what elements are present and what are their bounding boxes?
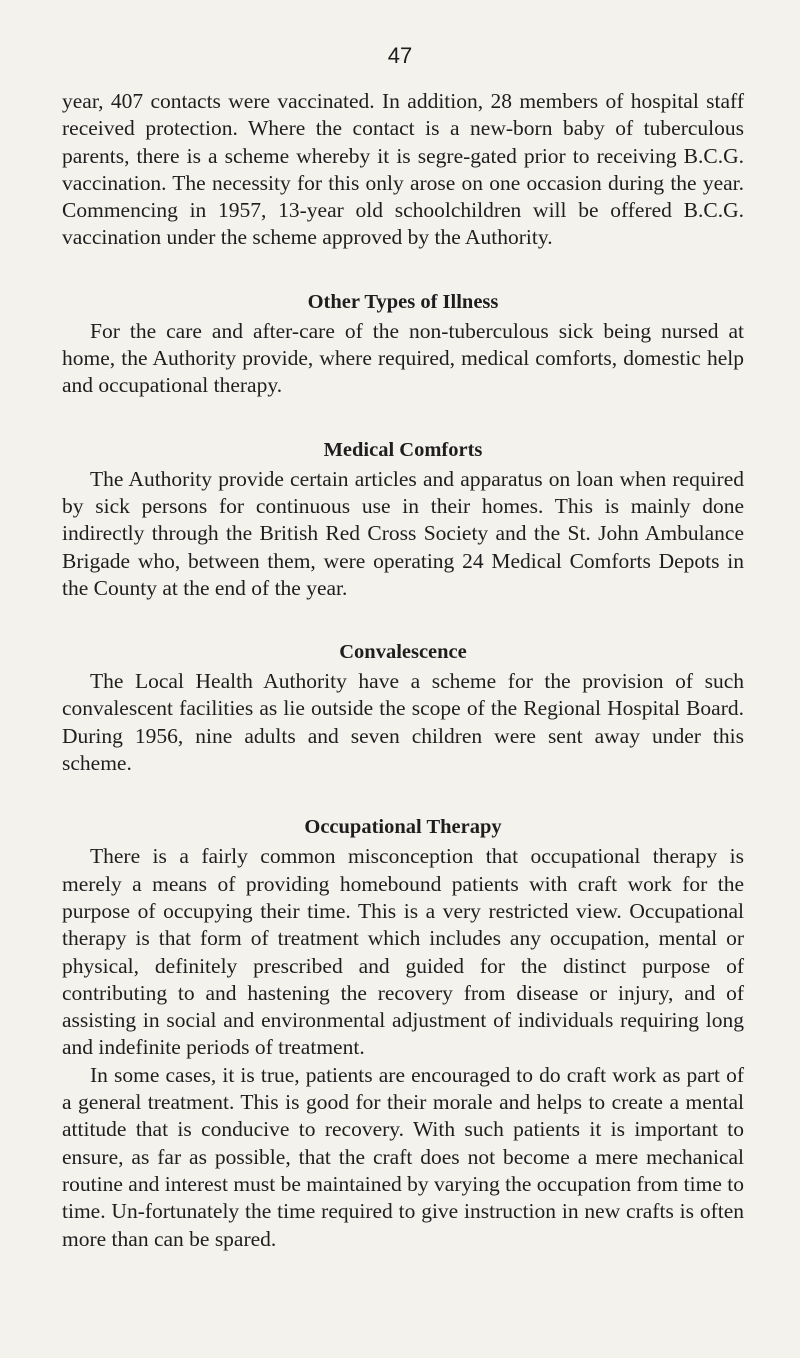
heading-convalescence: Convalescence — [339, 641, 467, 664]
other-types-paragraph: For the care and after-care of the non-tuberculous sick being nursed at home, the Authority provide, where required, medical comforts, domestic help and occupational therapy. — [62, 318, 744, 398]
section-gap — [62, 777, 744, 815]
page-number: 47 — [387, 43, 413, 68]
convalescence-paragraph: The Local Health Authority have a scheme for the provision of such convalescent facilities as lie outside the scope of the Regional Hospital Board. During 1956, nine adults and seven children were sent away under this scheme. — [62, 669, 744, 776]
page-content — [62, 88, 744, 1253]
heading-other-types-of-illness: Other Types of Illness — [307, 290, 499, 313]
heading-occupational-therapy: Occupational Therapy — [304, 816, 502, 839]
heading-medical-comforts: Medical Comforts — [323, 438, 483, 461]
intro-paragraph: year, 407 contacts were vaccinated. In addition, 28 members of hospital staff received protection. Where the contact is a new-born baby of tuberculous parents, there is a scheme whereby it is segre-gated prior to receiving B.C.G. vaccination. The necessity for this only arose on one occasion during the year. Commencing in 1957, 13-year old schoolchildren will be offered B.C.G. vaccination under the scheme approved by the Authority. — [62, 89, 744, 250]
section-gap — [62, 400, 744, 438]
occupational-therapy-paragraph-1: There is a fairly common misconception that occupational therapy is merely a means of providing homebound patients with craft work for the purpose of occupying their time. This is a very restricted view. Occupational therapy is that form of treatment which includes any occupation, mental or physical, definitely prescribed and guided for the distinct purpose of contributing to and hastening the recovery from disease or injury, and of assisting in social and environmental adjustment of individuals requiring long and indefinite periods of treatment. — [62, 844, 744, 1060]
medical-comforts-paragraph: The Authority provide certain articles and apparatus on loan when required by sick persons for continuous use in their homes. This is mainly done indirectly through the British Red Cross Society and the St. John Ambulance Brigade who, between them, were operating 24 Medical Comforts Depots in the County at the end of the year. — [62, 466, 744, 600]
occupational-therapy-paragraph-2: In some cases, it is true, patients are encouraged to do craft work as part of a general treatment. This is good for their morale and helps to create a mental attitude that is conducive to recovery. With such patients it is important to ensure, as far as possible, that the craft does not become a mere mechanical routine and interest must be maintained by varying the occupation from time to time. Un-fortunately the time required to give instruction in new crafts is often more than can be spared. — [62, 1062, 744, 1251]
section-gap — [62, 252, 744, 290]
section-gap — [62, 602, 744, 640]
